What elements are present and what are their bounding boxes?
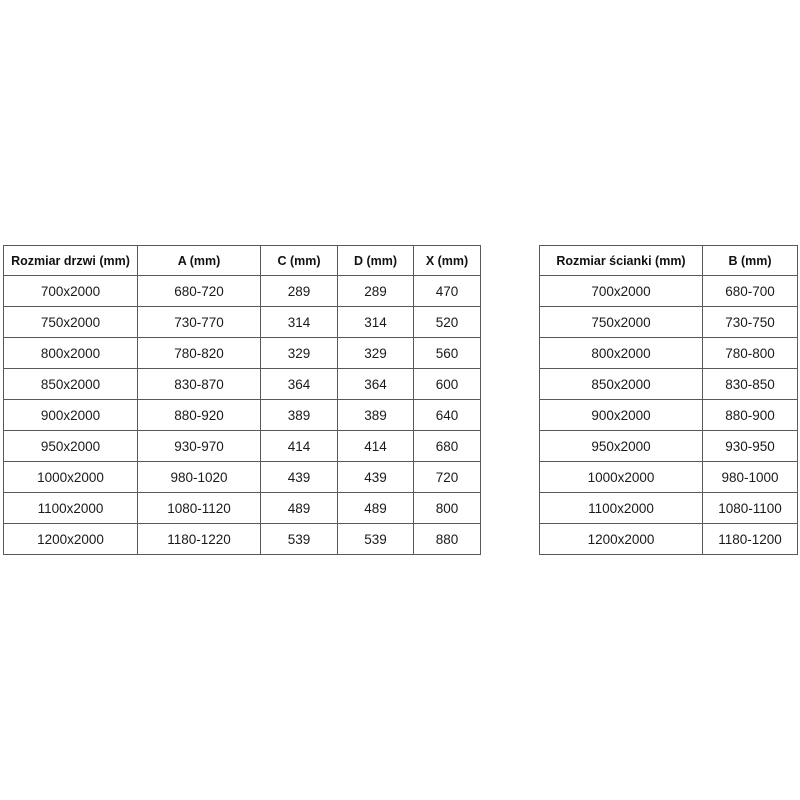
table-cell: 800x2000	[4, 338, 138, 369]
table-cell: 364	[338, 369, 414, 400]
table-cell: 1080-1100	[703, 493, 798, 524]
table-row	[4, 307, 481, 338]
table-cell: 880-920	[138, 400, 261, 431]
table-cell: 830-850	[703, 369, 798, 400]
table-cell: 414	[261, 431, 338, 462]
table-row	[540, 307, 798, 338]
table-row	[540, 338, 798, 369]
table-row	[4, 524, 481, 555]
table-row	[540, 431, 798, 462]
table-cell: 389	[338, 400, 414, 431]
table-cell: 700x2000	[4, 276, 138, 307]
table-cell: 600	[414, 369, 481, 400]
table-cell: 930-970	[138, 431, 261, 462]
table-cell: 329	[261, 338, 338, 369]
table-cell: 489	[338, 493, 414, 524]
table-cell: 520	[414, 307, 481, 338]
table-row	[4, 462, 481, 493]
table-row	[540, 400, 798, 431]
table-cell: 539	[338, 524, 414, 555]
table-cell: 1080-1120	[138, 493, 261, 524]
table-cell: 980-1000	[703, 462, 798, 493]
table-cell: 830-870	[138, 369, 261, 400]
table-cell: 750x2000	[4, 307, 138, 338]
table-cell: 1180-1200	[703, 524, 798, 555]
table-cell: 780-800	[703, 338, 798, 369]
table-row	[4, 369, 481, 400]
table-cell: 389	[261, 400, 338, 431]
table-cell: 880	[414, 524, 481, 555]
table-header-row	[4, 246, 481, 276]
column-header: A (mm)	[138, 246, 261, 276]
table-cell: 950x2000	[540, 431, 703, 462]
table-cell: 1200x2000	[540, 524, 703, 555]
door-sizes-table	[3, 245, 481, 555]
table-row	[4, 431, 481, 462]
table-cell: 329	[338, 338, 414, 369]
table-cell: 980-1020	[138, 462, 261, 493]
table-cell: 700x2000	[540, 276, 703, 307]
table-row	[540, 369, 798, 400]
table-cell: 900x2000	[540, 400, 703, 431]
table-row	[540, 276, 798, 307]
table-cell: 1200x2000	[4, 524, 138, 555]
table-cell: 1180-1220	[138, 524, 261, 555]
table-cell: 289	[261, 276, 338, 307]
table-row	[4, 400, 481, 431]
wall-sizes-table	[539, 245, 798, 555]
table-cell: 414	[338, 431, 414, 462]
table-cell: 850x2000	[4, 369, 138, 400]
table-cell: 680-700	[703, 276, 798, 307]
table-cell: 470	[414, 276, 481, 307]
table-cell: 314	[261, 307, 338, 338]
table-cell: 730-750	[703, 307, 798, 338]
table-cell: 439	[338, 462, 414, 493]
table-cell: 680-720	[138, 276, 261, 307]
table-cell: 680	[414, 431, 481, 462]
table-cell: 730-770	[138, 307, 261, 338]
table-cell: 720	[414, 462, 481, 493]
table-row	[540, 493, 798, 524]
table-cell: 800	[414, 493, 481, 524]
table-cell: 950x2000	[4, 431, 138, 462]
column-header: Rozmiar ścianki (mm)	[540, 246, 703, 276]
table-cell: 880-900	[703, 400, 798, 431]
table-cell: 930-950	[703, 431, 798, 462]
table-cell: 780-820	[138, 338, 261, 369]
table-row	[540, 462, 798, 493]
column-header: D (mm)	[338, 246, 414, 276]
table-row	[4, 493, 481, 524]
table-row	[4, 338, 481, 369]
column-header: Rozmiar drzwi (mm)	[4, 246, 138, 276]
table-cell: 1100x2000	[540, 493, 703, 524]
table-cell: 439	[261, 462, 338, 493]
table-cell: 289	[338, 276, 414, 307]
table-cell: 364	[261, 369, 338, 400]
table-cell: 314	[338, 307, 414, 338]
column-header: X (mm)	[414, 246, 481, 276]
table-cell: 560	[414, 338, 481, 369]
table-cell: 640	[414, 400, 481, 431]
table-row	[540, 524, 798, 555]
table-cell: 1100x2000	[4, 493, 138, 524]
table-row	[4, 276, 481, 307]
table-cell: 800x2000	[540, 338, 703, 369]
table-cell: 1000x2000	[540, 462, 703, 493]
table-cell: 900x2000	[4, 400, 138, 431]
column-header: C (mm)	[261, 246, 338, 276]
table-cell: 750x2000	[540, 307, 703, 338]
table-cell: 489	[261, 493, 338, 524]
table-cell: 1000x2000	[4, 462, 138, 493]
table-cell: 539	[261, 524, 338, 555]
table-cell: 850x2000	[540, 369, 703, 400]
table-header-row	[540, 246, 798, 276]
column-header: B (mm)	[703, 246, 798, 276]
